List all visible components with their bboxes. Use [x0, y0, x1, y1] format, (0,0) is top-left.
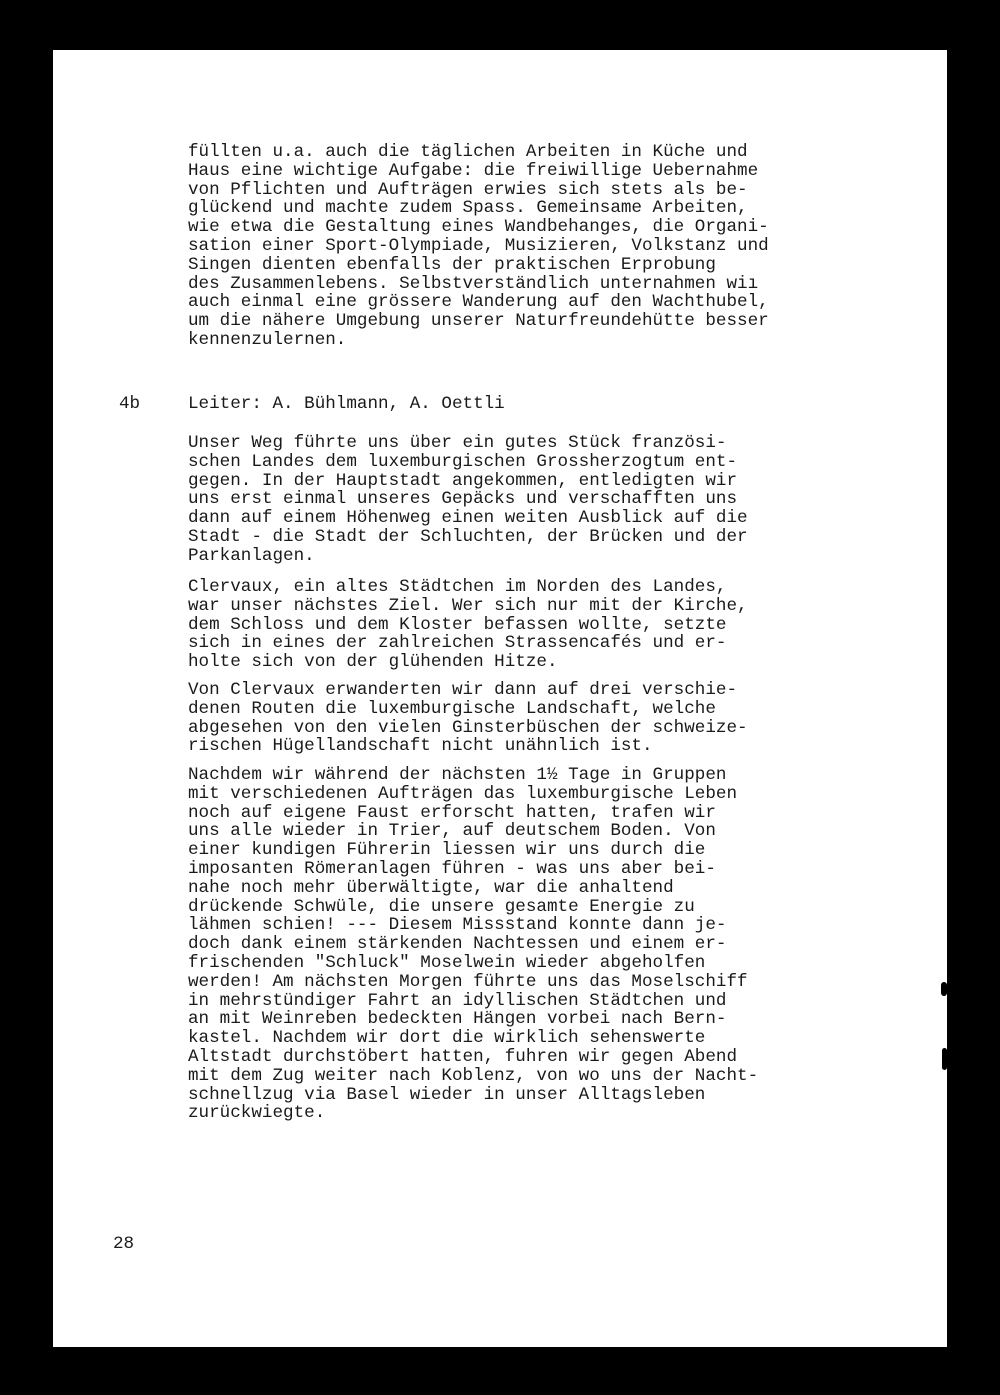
scan-edge-mark: [941, 982, 947, 996]
intro-line: glückend und machte zudem Spass. Gemeinsame Arbeiten,: [188, 198, 748, 219]
page-number: 28: [113, 1234, 135, 1254]
paragraph-line: gegen. In der Hauptstadt angekommen, entledigten wir: [188, 470, 738, 491]
intro-line: Haus eine wichtige Aufgabe: die freiwillige Uebernahme: [188, 160, 759, 181]
paragraph-luxembourg: [188, 434, 828, 566]
paragraph-line: einer kundigen Führerin liessen wir uns durch die: [188, 840, 706, 861]
intro-line: wie etwa die Gestaltung eines Wandbehanges, die Organi-: [188, 217, 769, 238]
paragraph-clervaux: [188, 578, 828, 672]
intro-line: füllten u.a. auch die täglichen Arbeiten in Küche und: [188, 142, 748, 162]
paragraph-line: abgesehen von den vielen Ginsterbüschen der schweize-: [188, 717, 748, 738]
paragraph-line: denen Routen die luxemburgische Landschaft, welche: [188, 698, 716, 719]
intro-line: sation einer Sport-Olympiade, Musizieren, Volkstanz und: [188, 235, 769, 256]
section-label: 4b: [119, 394, 141, 414]
intro-paragraph: [188, 143, 828, 350]
paragraph-line: Nachdem wir während der nächsten 1½ Tage in Gruppen: [188, 765, 727, 785]
paragraph-line: doch dank einem stärkenden Nachtessen und einem er-: [188, 934, 727, 955]
paragraph-line: dann auf einem Höhenweg einen weiten Ausblick auf die: [188, 508, 748, 529]
paragraph-line: nahe noch mehr überwältigte, war die anhaltend: [188, 877, 674, 898]
scan-edge-mark: [942, 1048, 947, 1070]
paragraph-line: lähmen schien! --- Diesem Missstand konnte dann je-: [188, 915, 727, 936]
intro-line: des Zusammenlebens. Selbstverständlich unternahmen wiı: [188, 273, 759, 294]
paragraph-line: an mit Weinreben bedeckten Hängen vorbei nach Bern-: [188, 1009, 727, 1030]
paragraph-line: werden! Am nächsten Morgen führte uns das Moselschiff: [188, 971, 748, 992]
intro-line: von Pflichten und Aufträgen erwies sich stets als be-: [188, 179, 748, 200]
paragraph-line: dem Schloss und dem Kloster befassen wollte, setzte: [188, 614, 727, 635]
paragraph-line: in mehrstündiger Fahrt an idyllischen Städtchen und: [188, 990, 727, 1011]
paragraph-line: sich in eines der zahlreichen Strassencafés und er-: [188, 633, 727, 654]
paragraph-line: schen Landes dem luxemburgischen Grossherzogtum ent-: [188, 451, 738, 472]
paragraph-line: mit dem Zug weiter nach Koblenz, von wo uns der Nacht-: [188, 1065, 759, 1086]
paragraph-line: frischenden "Schluck" Moselwein wieder abgeholfen: [188, 952, 706, 973]
paragraph-line: schnellzug via Basel wieder in unser Alltagsleben: [188, 1084, 706, 1105]
paragraph-line: uns alle wieder in Trier, auf deutschem Boden. Von: [188, 821, 716, 842]
paragraph-line: Altstadt durchstöbert hatten, fuhren wir gegen Abend: [188, 1046, 738, 1067]
paragraph-line: Stadt - die Stadt der Schluchten, der Brücken und der: [188, 526, 748, 547]
paragraph-line: Parkanlagen.: [188, 545, 315, 566]
section-leader: Leiter: A. Bühlmann, A. Oettli: [188, 394, 505, 414]
paragraph-line: Clervaux, ein altes Städtchen im Norden des Landes,: [188, 577, 727, 597]
paragraph-line: uns erst einmal unseres Gepäcks und verschafften uns: [188, 489, 738, 510]
paragraph-line: imposanten Römeranlagen führen - was uns aber bei-: [188, 858, 716, 879]
paragraph-line: noch auf eigene Faust erforscht hatten, trafen wir: [188, 802, 716, 823]
intro-line: kennenzulernen.: [188, 329, 347, 350]
paragraph-line: Unser Weg führte uns über ein gutes Stück französi-: [188, 433, 727, 453]
paragraph-line: rischen Hügellandschaft nicht unähnlich ist.: [188, 736, 653, 757]
paragraph-line: zurückwiegte.: [188, 1103, 326, 1124]
paragraph-line: mit verschiedenen Aufträgen das luxemburgische Leben: [188, 783, 738, 804]
paragraph-routes: [188, 681, 828, 756]
paragraph-trier-mosel: [188, 766, 828, 1123]
intro-line: Singen dienten ebenfalls der praktischen Erprobung: [188, 254, 716, 275]
document-page: [53, 50, 947, 1347]
intro-line: um die nähere Umgebung unserer Naturfreundehütte besser: [188, 311, 769, 332]
paragraph-line: holte sich von der glühenden Hitze.: [188, 652, 558, 673]
paragraph-line: war unser nächstes Ziel. Wer sich nur mit der Kirche,: [188, 595, 748, 616]
paragraph-line: kastel. Nachdem wir dort die wirklich sehenswerte: [188, 1028, 706, 1049]
intro-line: auch einmal eine grössere Wanderung auf den Wachthubel,: [188, 292, 769, 313]
paragraph-line: Von Clervaux erwanderten wir dann auf drei verschie-: [188, 680, 738, 700]
paragraph-line: drückende Schwüle, die unsere gesamte Energie zu: [188, 896, 695, 917]
